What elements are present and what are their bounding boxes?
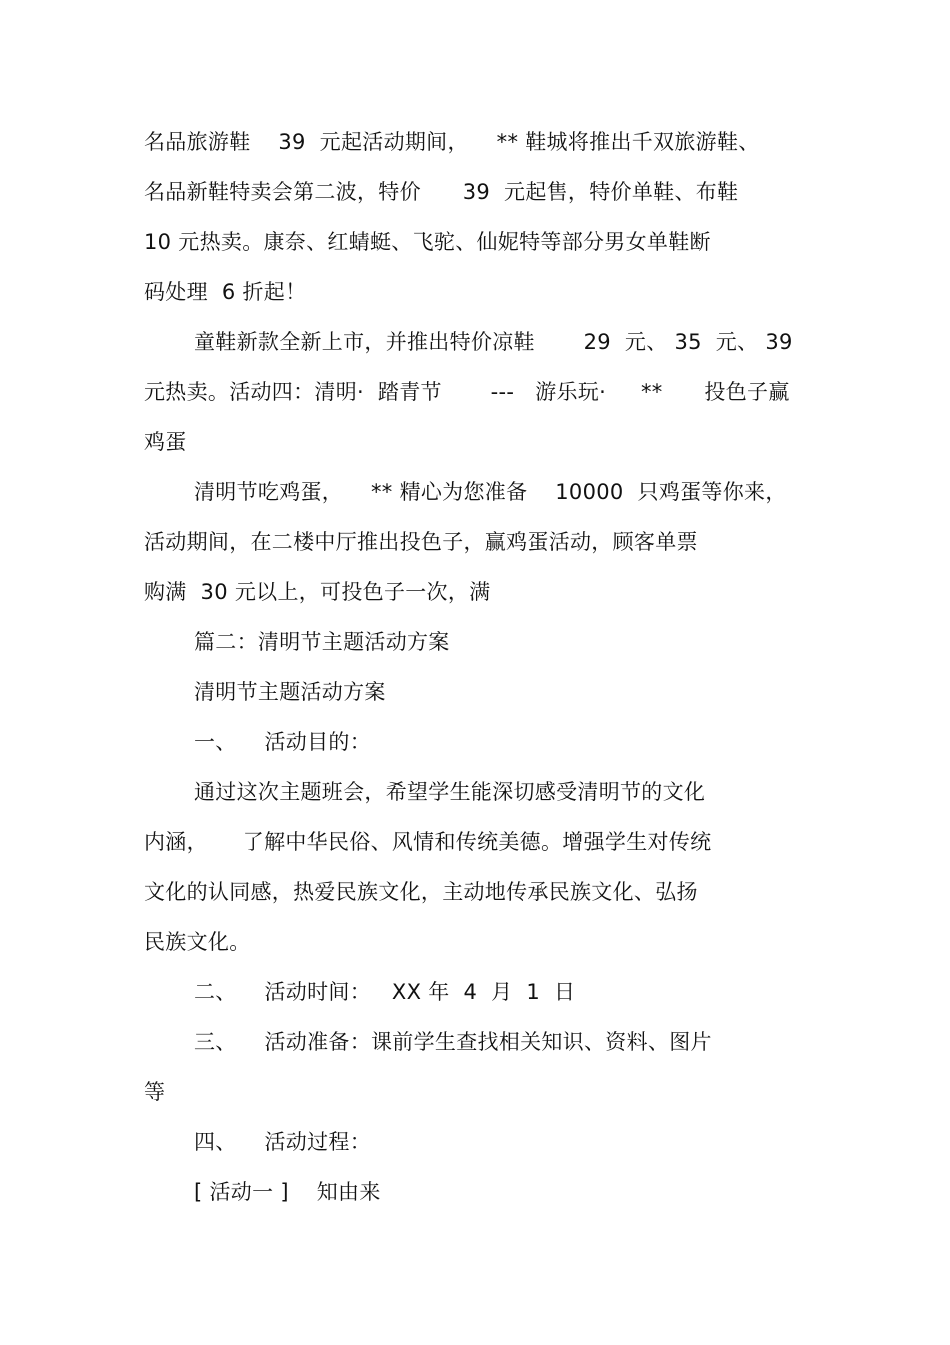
activity-heading: [ 活动一 ] 知由来	[194, 1180, 381, 1204]
section-heading: 篇二：清明节主题活动方案	[194, 630, 450, 654]
item-heading-2: 二、 活动时间： XX 年 4 月 1 日	[194, 980, 576, 1004]
item-heading-1: 一、 活动目的：	[194, 730, 372, 754]
text-line-6: 元热卖。活动四：清明· 踏青节 --- 游乐玩· ** 投色子赢	[144, 380, 790, 404]
text-line-20: 等	[144, 1080, 166, 1104]
text-line-14: 通过这次主题班会，希望学生能深切感受清明节的文化	[194, 780, 706, 804]
item-heading-3: 三、 活动准备：课前学生查找相关知识、资料、图片	[194, 1030, 712, 1054]
text-line-17: 民族文化。	[144, 930, 251, 954]
item-heading-4: 四、 活动过程：	[194, 1130, 372, 1154]
text-line-9: 活动期间，在二楼中厅推出投色子，赢鸡蛋活动，顾客单票	[144, 530, 698, 554]
text-line-15: 内涵， 了解中华民俗、风情和传统美德。增强学生对传统	[144, 830, 712, 854]
text-line-2: 名品新鞋特卖会第二波，特价 39 元起售，特价单鞋、布鞋	[144, 180, 739, 204]
document-title: 清明节主题活动方案	[194, 680, 386, 704]
text-line-8: 清明节吃鸡蛋， ** 精心为您准备 10000 只鸡蛋等你来，	[194, 480, 787, 504]
text-line-7: 鸡蛋	[144, 430, 187, 454]
text-line-1: 名品旅游鞋 39 元起活动期间， ** 鞋城将推出千双旅游鞋、	[144, 130, 760, 154]
text-line-4: 码处理 6 折起！	[144, 280, 307, 304]
text-line-16: 文化的认同感，热爱民族文化，主动地传承民族文化、弘扬	[144, 880, 698, 904]
text-line-10: 购满 30 元以上，可投色子一次，满	[144, 580, 491, 604]
text-line-5: 童鞋新款全新上市，并推出特价凉鞋 29 元、 35 元、 39	[194, 330, 793, 354]
text-line-3: 10 元热卖。康奈、红蜻蜓、飞驼、仙妮特等部分男女单鞋断	[144, 230, 711, 254]
